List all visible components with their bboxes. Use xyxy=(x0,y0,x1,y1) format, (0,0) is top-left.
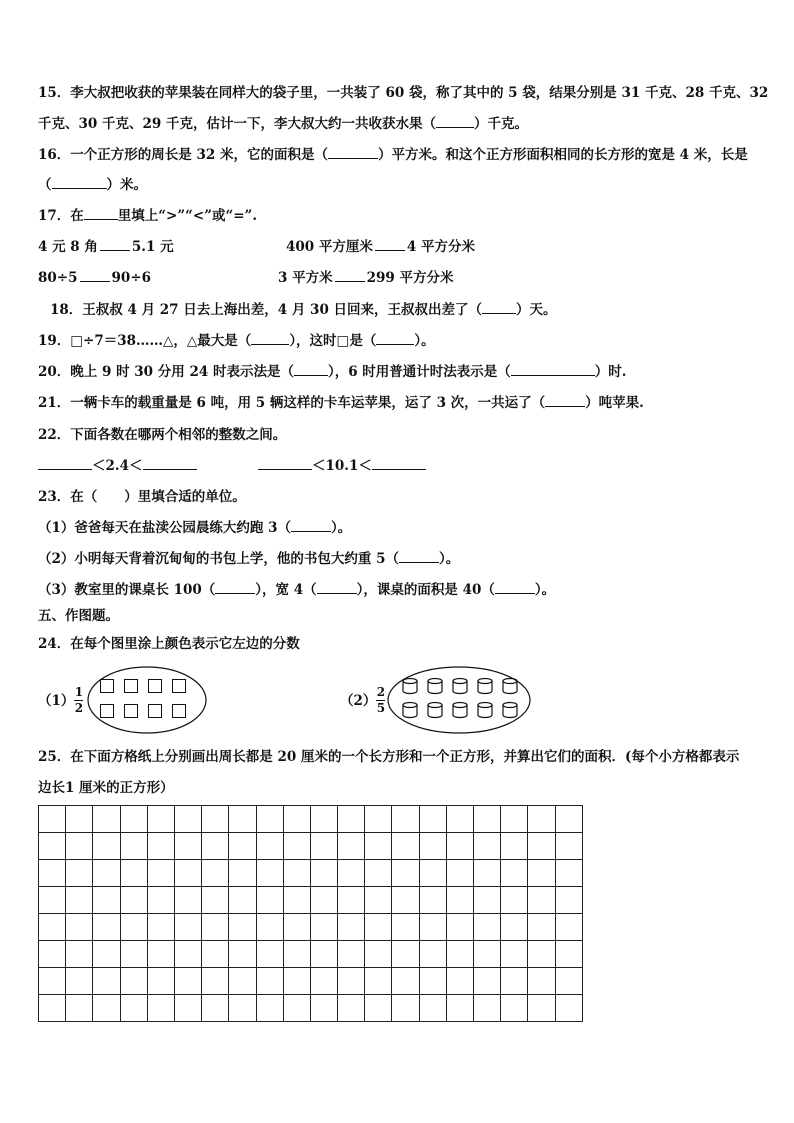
grid-cell[interactable] xyxy=(283,806,310,833)
grid-cell[interactable] xyxy=(501,914,528,941)
q23-item-2 xyxy=(38,550,459,568)
q17-item-3-blank[interactable] xyxy=(80,269,110,282)
q24-fig1-square[interactable] xyxy=(172,679,186,693)
grid-cell[interactable] xyxy=(229,995,256,1022)
grid-cell[interactable] xyxy=(474,860,501,887)
q23-item-1 xyxy=(38,519,351,537)
grid-cell[interactable] xyxy=(120,806,147,833)
grid-cell[interactable] xyxy=(202,860,229,887)
grid-cell[interactable] xyxy=(66,887,93,914)
q22-expr-2 xyxy=(258,457,426,475)
q17-item-2-right: 4 平方分米 xyxy=(406,239,475,255)
grid-cell[interactable] xyxy=(93,833,120,860)
grid-row xyxy=(39,887,583,914)
q19-text-mid: ），这时□是（ xyxy=(289,333,377,349)
grid-cell[interactable] xyxy=(338,995,365,1022)
grid-cell[interactable] xyxy=(528,860,555,887)
grid-cell[interactable] xyxy=(202,995,229,1022)
cylinder-icon xyxy=(428,703,442,718)
grid-cell[interactable] xyxy=(392,941,419,968)
q23-item-3-length-blank[interactable] xyxy=(215,581,255,594)
grid-cell[interactable] xyxy=(555,968,582,995)
grid-cell[interactable] xyxy=(93,914,120,941)
grid-cell[interactable] xyxy=(338,833,365,860)
q22-expr-2-right-blank[interactable] xyxy=(372,457,426,470)
cylinder-icon xyxy=(428,679,442,694)
q17-item-2-left: 400 平方厘米 xyxy=(286,239,373,255)
q17-item-2 xyxy=(286,238,475,256)
cylinder-icon xyxy=(453,703,467,718)
grid-cell[interactable] xyxy=(528,914,555,941)
grid-cell[interactable] xyxy=(365,887,392,914)
grid-cell[interactable] xyxy=(66,968,93,995)
q22-expr-1 xyxy=(38,457,197,475)
q18 xyxy=(50,301,557,319)
q17-item-1 xyxy=(38,238,174,256)
grid-cell[interactable] xyxy=(528,806,555,833)
grid-cell[interactable] xyxy=(256,833,283,860)
grid-paper[interactable] xyxy=(38,805,583,1022)
grid-cell[interactable] xyxy=(365,806,392,833)
grid-cell[interactable] xyxy=(120,914,147,941)
q23-item-3-text-2: ），宽 4（ xyxy=(255,582,317,598)
q16-text: 16．一个正方形的周长是 32 米，它的面积是（ xyxy=(38,147,328,163)
grid-cell[interactable] xyxy=(446,860,473,887)
q18-text: 18．王叔叔 4 月 27 日去上海出差，4 月 30 日回来，王叔叔出差了（ xyxy=(50,302,483,318)
q23-item-3 xyxy=(38,581,555,599)
grid-cell[interactable] xyxy=(474,995,501,1022)
grid-cell[interactable] xyxy=(338,806,365,833)
grid-cell[interactable] xyxy=(528,833,555,860)
grid-cell[interactable] xyxy=(446,833,473,860)
cylinder-icon xyxy=(403,679,417,694)
grid-cell[interactable] xyxy=(174,806,201,833)
q17-text: 17．在 xyxy=(38,208,84,224)
q24-fig1-ellipse[interactable] xyxy=(86,665,208,735)
q24-fig1-square[interactable] xyxy=(124,704,138,718)
grid-cell[interactable] xyxy=(66,860,93,887)
grid-cell[interactable] xyxy=(256,995,283,1022)
grid-cell[interactable] xyxy=(310,941,337,968)
grid-cell[interactable] xyxy=(147,806,174,833)
grid-cell[interactable] xyxy=(338,968,365,995)
grid-cell[interactable] xyxy=(310,968,337,995)
grid-cell[interactable] xyxy=(446,887,473,914)
q24-fig2-cylinders[interactable] xyxy=(398,676,524,722)
grid-cell[interactable] xyxy=(474,833,501,860)
q22-expr-1-right-blank[interactable] xyxy=(143,457,197,470)
grid-cell[interactable] xyxy=(365,860,392,887)
q23-item-3-area-blank[interactable] xyxy=(495,581,535,594)
q19-text: 19．□÷7＝38……△，△最大是（ xyxy=(38,333,252,349)
grid-cell[interactable] xyxy=(419,914,446,941)
grid-cell[interactable] xyxy=(120,833,147,860)
q24-fig2-fraction xyxy=(376,686,385,715)
grid-cell[interactable] xyxy=(365,995,392,1022)
grid-cell[interactable] xyxy=(256,941,283,968)
grid-cell[interactable] xyxy=(120,968,147,995)
q16-line2 xyxy=(38,176,147,194)
q20-24h-blank[interactable] xyxy=(294,363,328,376)
grid-cell[interactable] xyxy=(147,914,174,941)
q17-item-3 xyxy=(38,269,151,287)
q18-answer-blank[interactable] xyxy=(482,301,516,314)
q15-answer-blank[interactable] xyxy=(436,115,474,128)
q17-item-1-left: 4 元 8 角 xyxy=(38,239,98,255)
grid-cell[interactable] xyxy=(93,860,120,887)
q15-text-end: ）千克。 xyxy=(473,116,528,132)
q24-fig1-number: （1） xyxy=(38,692,75,709)
grid-cell[interactable] xyxy=(256,806,283,833)
grid-cell[interactable] xyxy=(474,806,501,833)
grid-cell[interactable] xyxy=(39,860,66,887)
grid-cell[interactable] xyxy=(310,860,337,887)
q17-item-1-blank[interactable] xyxy=(100,238,130,251)
grid-cell[interactable] xyxy=(256,887,283,914)
grid-cell[interactable] xyxy=(365,941,392,968)
grid-cell[interactable] xyxy=(392,806,419,833)
grid-cell[interactable] xyxy=(174,860,201,887)
grid-cell[interactable] xyxy=(501,941,528,968)
grid-cell[interactable] xyxy=(419,806,446,833)
q25-line2: 边长1 厘米的正方形） xyxy=(38,780,174,796)
q16-paren-open: （ xyxy=(38,177,52,193)
grid-cell[interactable] xyxy=(147,941,174,968)
grid-cell[interactable] xyxy=(501,833,528,860)
grid-cell[interactable] xyxy=(501,806,528,833)
grid-cell[interactable] xyxy=(256,968,283,995)
q19-square-blank[interactable] xyxy=(376,332,414,345)
grid-cell[interactable] xyxy=(392,887,419,914)
grid-cell[interactable] xyxy=(229,941,256,968)
q23-item-2-text: （2）小明每天背着沉甸甸的书包上学，他的书包大约重 5（ xyxy=(38,551,399,567)
q23-item-3-text-3: ），课桌的面积是 40（ xyxy=(356,582,495,598)
grid-cell[interactable] xyxy=(174,995,201,1022)
grid-row xyxy=(39,806,583,833)
q19-text-end: ）。 xyxy=(414,333,435,349)
grid-cell[interactable] xyxy=(474,887,501,914)
q20-text-mid: ），6 时用普通计时法表示是（ xyxy=(327,364,511,380)
grid-cell[interactable] xyxy=(338,941,365,968)
grid-cell[interactable] xyxy=(310,833,337,860)
q20-text-end: ）时. xyxy=(594,364,627,380)
grid-cell[interactable] xyxy=(66,806,93,833)
q22-expr-1-text: ＜2.4＜ xyxy=(92,458,143,474)
q17-item-4-left: 3 平方米 xyxy=(278,270,333,286)
grid-cell[interactable] xyxy=(419,833,446,860)
grid-cell[interactable] xyxy=(446,995,473,1022)
q24-fig2-number: （2） xyxy=(340,692,377,709)
cylinder-icon xyxy=(403,703,417,718)
q24-fig1-square[interactable] xyxy=(100,704,114,718)
grid-cell[interactable] xyxy=(39,833,66,860)
grid-cell[interactable] xyxy=(39,806,66,833)
grid-cell[interactable] xyxy=(338,860,365,887)
grid-cell[interactable] xyxy=(392,968,419,995)
grid-cell[interactable] xyxy=(66,833,93,860)
q23-title: 23．在（ ）里填合适的单位。 xyxy=(38,489,246,505)
grid-cell[interactable] xyxy=(39,968,66,995)
q16-line1 xyxy=(38,146,748,164)
q17-title-blank xyxy=(84,207,118,220)
q22-expr-2-text: ＜10.1＜ xyxy=(312,458,372,474)
grid-cell[interactable] xyxy=(555,995,582,1022)
q23-item-3-end: ）。 xyxy=(534,582,556,598)
q21 xyxy=(38,394,644,412)
grid-cell[interactable] xyxy=(528,887,555,914)
q17-item-1-right: 5.1 元 xyxy=(131,239,174,255)
grid-cell[interactable] xyxy=(202,833,229,860)
grid-cell[interactable] xyxy=(419,941,446,968)
grid-row xyxy=(39,968,583,995)
q24-fig1-square[interactable] xyxy=(124,679,138,693)
q23-item-2-blank[interactable] xyxy=(399,550,439,563)
grid-cell[interactable] xyxy=(120,941,147,968)
grid-cell[interactable] xyxy=(555,914,582,941)
grid-cell[interactable] xyxy=(93,806,120,833)
grid-cell[interactable] xyxy=(39,914,66,941)
q20-text: 20．晚上 9 时 30 分用 24 时表示法是（ xyxy=(38,364,294,380)
grid-row xyxy=(39,833,583,860)
grid-cell[interactable] xyxy=(66,941,93,968)
q24-fig2-denominator: 5 xyxy=(376,701,386,715)
grid-cell[interactable] xyxy=(474,941,501,968)
grid-cell[interactable] xyxy=(39,941,66,968)
grid-cell[interactable] xyxy=(147,833,174,860)
grid-cell[interactable] xyxy=(93,968,120,995)
grid-cell[interactable] xyxy=(338,914,365,941)
grid-cell[interactable] xyxy=(174,833,201,860)
q20-12h-blank[interactable] xyxy=(511,363,595,376)
q17-text-end: 里填上“>”“<”或“=”. xyxy=(117,208,258,224)
cylinder-icon xyxy=(503,703,517,718)
q23-item-1-blank[interactable] xyxy=(291,519,331,532)
grid-cell[interactable] xyxy=(147,887,174,914)
q16-text-end: ）米。 xyxy=(106,177,147,193)
q21-text: 21．一辆卡车的载重量是 6 吨，用 5 辆这样的卡车运苹果，运了 3 次，一共运了（ xyxy=(38,395,546,411)
q25-line1: 25．在下面方格纸上分别画出周长都是 20 厘米的一个长方形和一个正方形，并算出它们的面积．(每个小方格都表示 xyxy=(38,749,740,765)
q15-line1: 15．李大叔把收获的苹果装在同样大的袋子里，一共装了 60 袋，称了其中的 5 袋，结果分别是 31 千克、28 千克、32 xyxy=(38,85,769,101)
grid-cell[interactable] xyxy=(202,914,229,941)
q17-title xyxy=(38,207,257,225)
grid-cell[interactable] xyxy=(39,887,66,914)
q15-line2 xyxy=(38,115,528,133)
grid-cell[interactable] xyxy=(283,995,310,1022)
grid-cell[interactable] xyxy=(202,968,229,995)
grid-cell[interactable] xyxy=(93,995,120,1022)
grid-cell[interactable] xyxy=(501,968,528,995)
grid-row xyxy=(39,941,583,968)
grid-row xyxy=(39,914,583,941)
q24-fig2-label xyxy=(340,686,385,715)
grid-cell[interactable] xyxy=(202,887,229,914)
grid-cell[interactable] xyxy=(120,995,147,1022)
section-5-title: 五、作图题。 xyxy=(38,608,119,624)
q17-item-4-right: 299 平方分米 xyxy=(366,270,454,286)
q24-fig1-numerator: 1 xyxy=(74,685,84,699)
grid-cell[interactable] xyxy=(39,995,66,1022)
grid-cell[interactable] xyxy=(66,914,93,941)
grid-cell[interactable] xyxy=(174,887,201,914)
q16-area-blank[interactable] xyxy=(328,146,378,159)
grid-cell[interactable] xyxy=(174,941,201,968)
grid-cell[interactable] xyxy=(392,833,419,860)
grid-cell[interactable] xyxy=(229,806,256,833)
grid-cell[interactable] xyxy=(474,914,501,941)
grid-cell[interactable] xyxy=(419,995,446,1022)
q17-item-3-left: 80÷5 xyxy=(38,270,78,286)
q18-text-end: ）天。 xyxy=(516,302,557,318)
grid-cell[interactable] xyxy=(446,806,473,833)
grid-cell[interactable] xyxy=(229,887,256,914)
q17-item-3-right: 90÷6 xyxy=(111,270,151,286)
grid-cell[interactable] xyxy=(229,860,256,887)
grid-cell[interactable] xyxy=(202,941,229,968)
q24-fig2-numerator: 2 xyxy=(376,685,386,699)
q17-item-2-blank[interactable] xyxy=(375,238,405,251)
grid-cell[interactable] xyxy=(501,860,528,887)
grid-cell[interactable] xyxy=(283,941,310,968)
grid-cell[interactable] xyxy=(392,914,419,941)
grid-cell[interactable] xyxy=(528,995,555,1022)
grid-cell[interactable] xyxy=(283,833,310,860)
cylinder-icon xyxy=(503,679,517,694)
grid-cell[interactable] xyxy=(365,968,392,995)
q21-answer-blank[interactable] xyxy=(545,394,585,407)
q23-item-2-end: ）。 xyxy=(439,551,460,567)
grid-cell[interactable] xyxy=(419,860,446,887)
grid-cell[interactable] xyxy=(501,995,528,1022)
q15-text: 千克、30 千克、29 千克，估计一下，李大叔大约一共收获水果（ xyxy=(38,116,436,132)
grid-cell[interactable] xyxy=(446,968,473,995)
grid-cell[interactable] xyxy=(283,887,310,914)
grid-cell[interactable] xyxy=(93,887,120,914)
grid-cell[interactable] xyxy=(555,860,582,887)
grid-cell[interactable] xyxy=(202,806,229,833)
q23-item-3-text: （3）教室里的课桌长 100（ xyxy=(38,582,216,598)
grid-cell[interactable] xyxy=(147,860,174,887)
cylinder-icon xyxy=(478,703,492,718)
cylinder-icon xyxy=(478,679,492,694)
q24-fig1-square[interactable] xyxy=(100,679,114,693)
grid-cell[interactable] xyxy=(555,806,582,833)
grid-cell[interactable] xyxy=(310,914,337,941)
grid-row xyxy=(39,860,583,887)
grid-cell[interactable] xyxy=(256,860,283,887)
q24-fig1-denominator: 2 xyxy=(74,701,84,715)
q16-text-mid: ）平方米。和这个正方形面积相同的长方形的宽是 4 米，长是 xyxy=(377,147,748,163)
grid-cell[interactable] xyxy=(446,941,473,968)
q22-title: 22．下面各数在哪两个相邻的整数之间。 xyxy=(38,427,287,443)
grid-cell[interactable] xyxy=(120,860,147,887)
grid-cell[interactable] xyxy=(147,995,174,1022)
grid-cell[interactable] xyxy=(446,914,473,941)
grid-cell[interactable] xyxy=(310,887,337,914)
grid-cell[interactable] xyxy=(392,995,419,1022)
q23-item-1-end: ）。 xyxy=(331,520,352,536)
q24-fig1-square[interactable] xyxy=(172,704,186,718)
q21-text-end: ）吨苹果. xyxy=(585,395,644,411)
q23-item-3-width-blank[interactable] xyxy=(317,581,357,594)
grid-cell[interactable] xyxy=(147,968,174,995)
grid-cell[interactable] xyxy=(419,887,446,914)
grid-cell[interactable] xyxy=(474,968,501,995)
q22-expr-2-left-blank[interactable] xyxy=(258,457,312,470)
q22-expr-1-left-blank[interactable] xyxy=(38,457,92,470)
grid-cell[interactable] xyxy=(365,833,392,860)
grid-cell[interactable] xyxy=(174,914,201,941)
grid-cell[interactable] xyxy=(528,968,555,995)
grid-cell[interactable] xyxy=(338,887,365,914)
grid-cell[interactable] xyxy=(419,968,446,995)
q24-fig1-square[interactable] xyxy=(148,704,162,718)
q23-item-1-text: （1）爸爸每天在盐渎公园晨练大约跑 3（ xyxy=(38,520,291,536)
q24-fig1-fraction xyxy=(74,686,83,715)
grid-cell[interactable] xyxy=(66,995,93,1022)
q17-item-4 xyxy=(278,269,453,287)
grid-cell[interactable] xyxy=(229,833,256,860)
grid-cell[interactable] xyxy=(392,860,419,887)
q20 xyxy=(38,363,627,381)
grid-cell[interactable] xyxy=(555,887,582,914)
grid-cell[interactable] xyxy=(120,887,147,914)
grid-cell[interactable] xyxy=(283,968,310,995)
grid-cell[interactable] xyxy=(528,941,555,968)
grid-cell[interactable] xyxy=(365,914,392,941)
q16-length-blank[interactable] xyxy=(52,176,107,189)
q24-fig1-square[interactable] xyxy=(148,679,162,693)
cylinder-icon xyxy=(453,679,467,694)
q24-fig1-label xyxy=(38,686,83,715)
grid-cell[interactable] xyxy=(555,941,582,968)
grid-cell[interactable] xyxy=(555,833,582,860)
grid-cell[interactable] xyxy=(501,887,528,914)
grid-cell[interactable] xyxy=(310,806,337,833)
grid-cell[interactable] xyxy=(174,968,201,995)
grid-cell[interactable] xyxy=(310,995,337,1022)
q19 xyxy=(38,332,435,350)
grid-row xyxy=(39,995,583,1022)
grid-cell[interactable] xyxy=(229,914,256,941)
q17-item-4-blank[interactable] xyxy=(335,269,365,282)
q19-triangle-blank[interactable] xyxy=(251,332,289,345)
grid-cell[interactable] xyxy=(283,914,310,941)
grid-cell[interactable] xyxy=(283,860,310,887)
grid-cell[interactable] xyxy=(229,968,256,995)
grid-cell[interactable] xyxy=(256,914,283,941)
grid-cell[interactable] xyxy=(93,941,120,968)
q24-title: 24．在每个图里涂上颜色表示它左边的分数 xyxy=(38,636,300,652)
